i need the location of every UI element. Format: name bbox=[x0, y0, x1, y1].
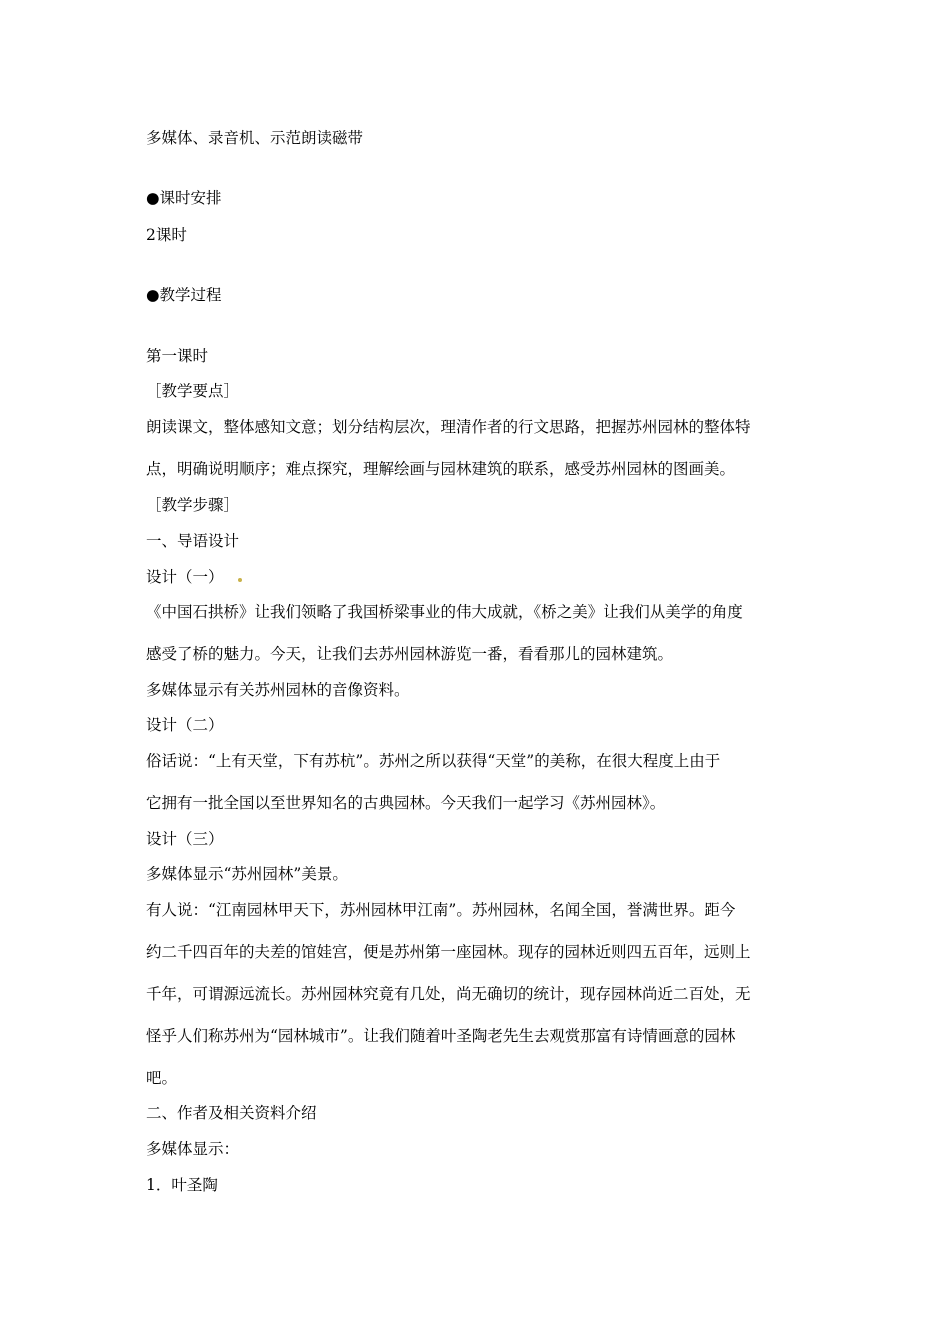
design-three-paragraph-5: 怪乎人们称苏州为“园林城市”。让我们随着叶圣陶老先生去观赏那富有诗情画意的园林 bbox=[146, 1027, 736, 1045]
steps-heading: ［教学步骤］ bbox=[146, 496, 240, 514]
design-two-paragraph-1: 俗话说：“上有天堂，下有苏杭”。苏州之所以获得“天堂”的美称，在很大程度上由于 bbox=[146, 752, 721, 770]
decorative-dot bbox=[238, 578, 242, 582]
design-one-paragraph-1: 《中国石拱桥》让我们领略了我国桥梁事业的伟大成就，《桥之美》让我们从美学的角度 bbox=[146, 603, 743, 621]
schedule-heading: ●课时安排 bbox=[146, 189, 222, 207]
process-heading: ●教学过程 bbox=[146, 286, 222, 304]
key-points-text-2: 点，明确说明顺序；难点探究，理解绘画与园林建筑的联系，感受苏州园林的图画美。 bbox=[146, 460, 736, 478]
schedule-value: 2课时 bbox=[146, 226, 187, 244]
key-points-heading: ［教学要点］ bbox=[146, 382, 240, 400]
author-item-1: 1．叶圣陶 bbox=[146, 1176, 218, 1194]
design-three-paragraph-3: 约二千四百年的夫差的馆娃宫，便是苏州第一座园林。现存的园林近则四五百年，远则上 bbox=[146, 943, 751, 961]
design-two-heading: 设计（二） bbox=[146, 716, 224, 734]
author-media-line: 多媒体显示： bbox=[146, 1140, 240, 1158]
design-three-paragraph-1: 多媒体显示“苏州园林”美景。 bbox=[146, 865, 348, 883]
design-one-paragraph-2: 感受了桥的魅力。今天，让我们去苏州园林游览一番，看看那儿的园林建筑。 bbox=[146, 645, 674, 663]
intro-heading: 一、导语设计 bbox=[146, 532, 240, 550]
design-three-paragraph-6: 吧。 bbox=[146, 1069, 178, 1087]
design-one-label: 设计（一） bbox=[146, 568, 224, 586]
design-three-paragraph-4: 千年，可谓源远流长。苏州园林究竟有几处，尚无确切的统计，现存园林尚近二百处，无 bbox=[146, 985, 751, 1003]
equipment-line: 多媒体、录音机、示范朗读磁带 bbox=[146, 129, 364, 147]
design-one-heading bbox=[146, 567, 811, 587]
lesson-one-heading: 第一课时 bbox=[146, 347, 209, 365]
key-points-text-1: 朗读课文，整体感知文意；划分结构层次，理清作者的行文思路，把握苏州园林的整体特 bbox=[146, 418, 751, 436]
author-heading: 二、作者及相关资料介绍 bbox=[146, 1104, 317, 1122]
design-one-paragraph-3: 多媒体显示有关苏州园林的音像资料。 bbox=[146, 681, 410, 699]
design-three-paragraph-2: 有人说：“江南园林甲天下，苏州园林甲江南”。苏州园林，名闻全国，誉满世界。距今 bbox=[146, 901, 736, 919]
design-two-paragraph-2: 它拥有一批全国以至世界知名的古典园林。今天我们一起学习《苏州园林》。 bbox=[146, 794, 666, 812]
design-three-heading: 设计（三） bbox=[146, 830, 224, 848]
